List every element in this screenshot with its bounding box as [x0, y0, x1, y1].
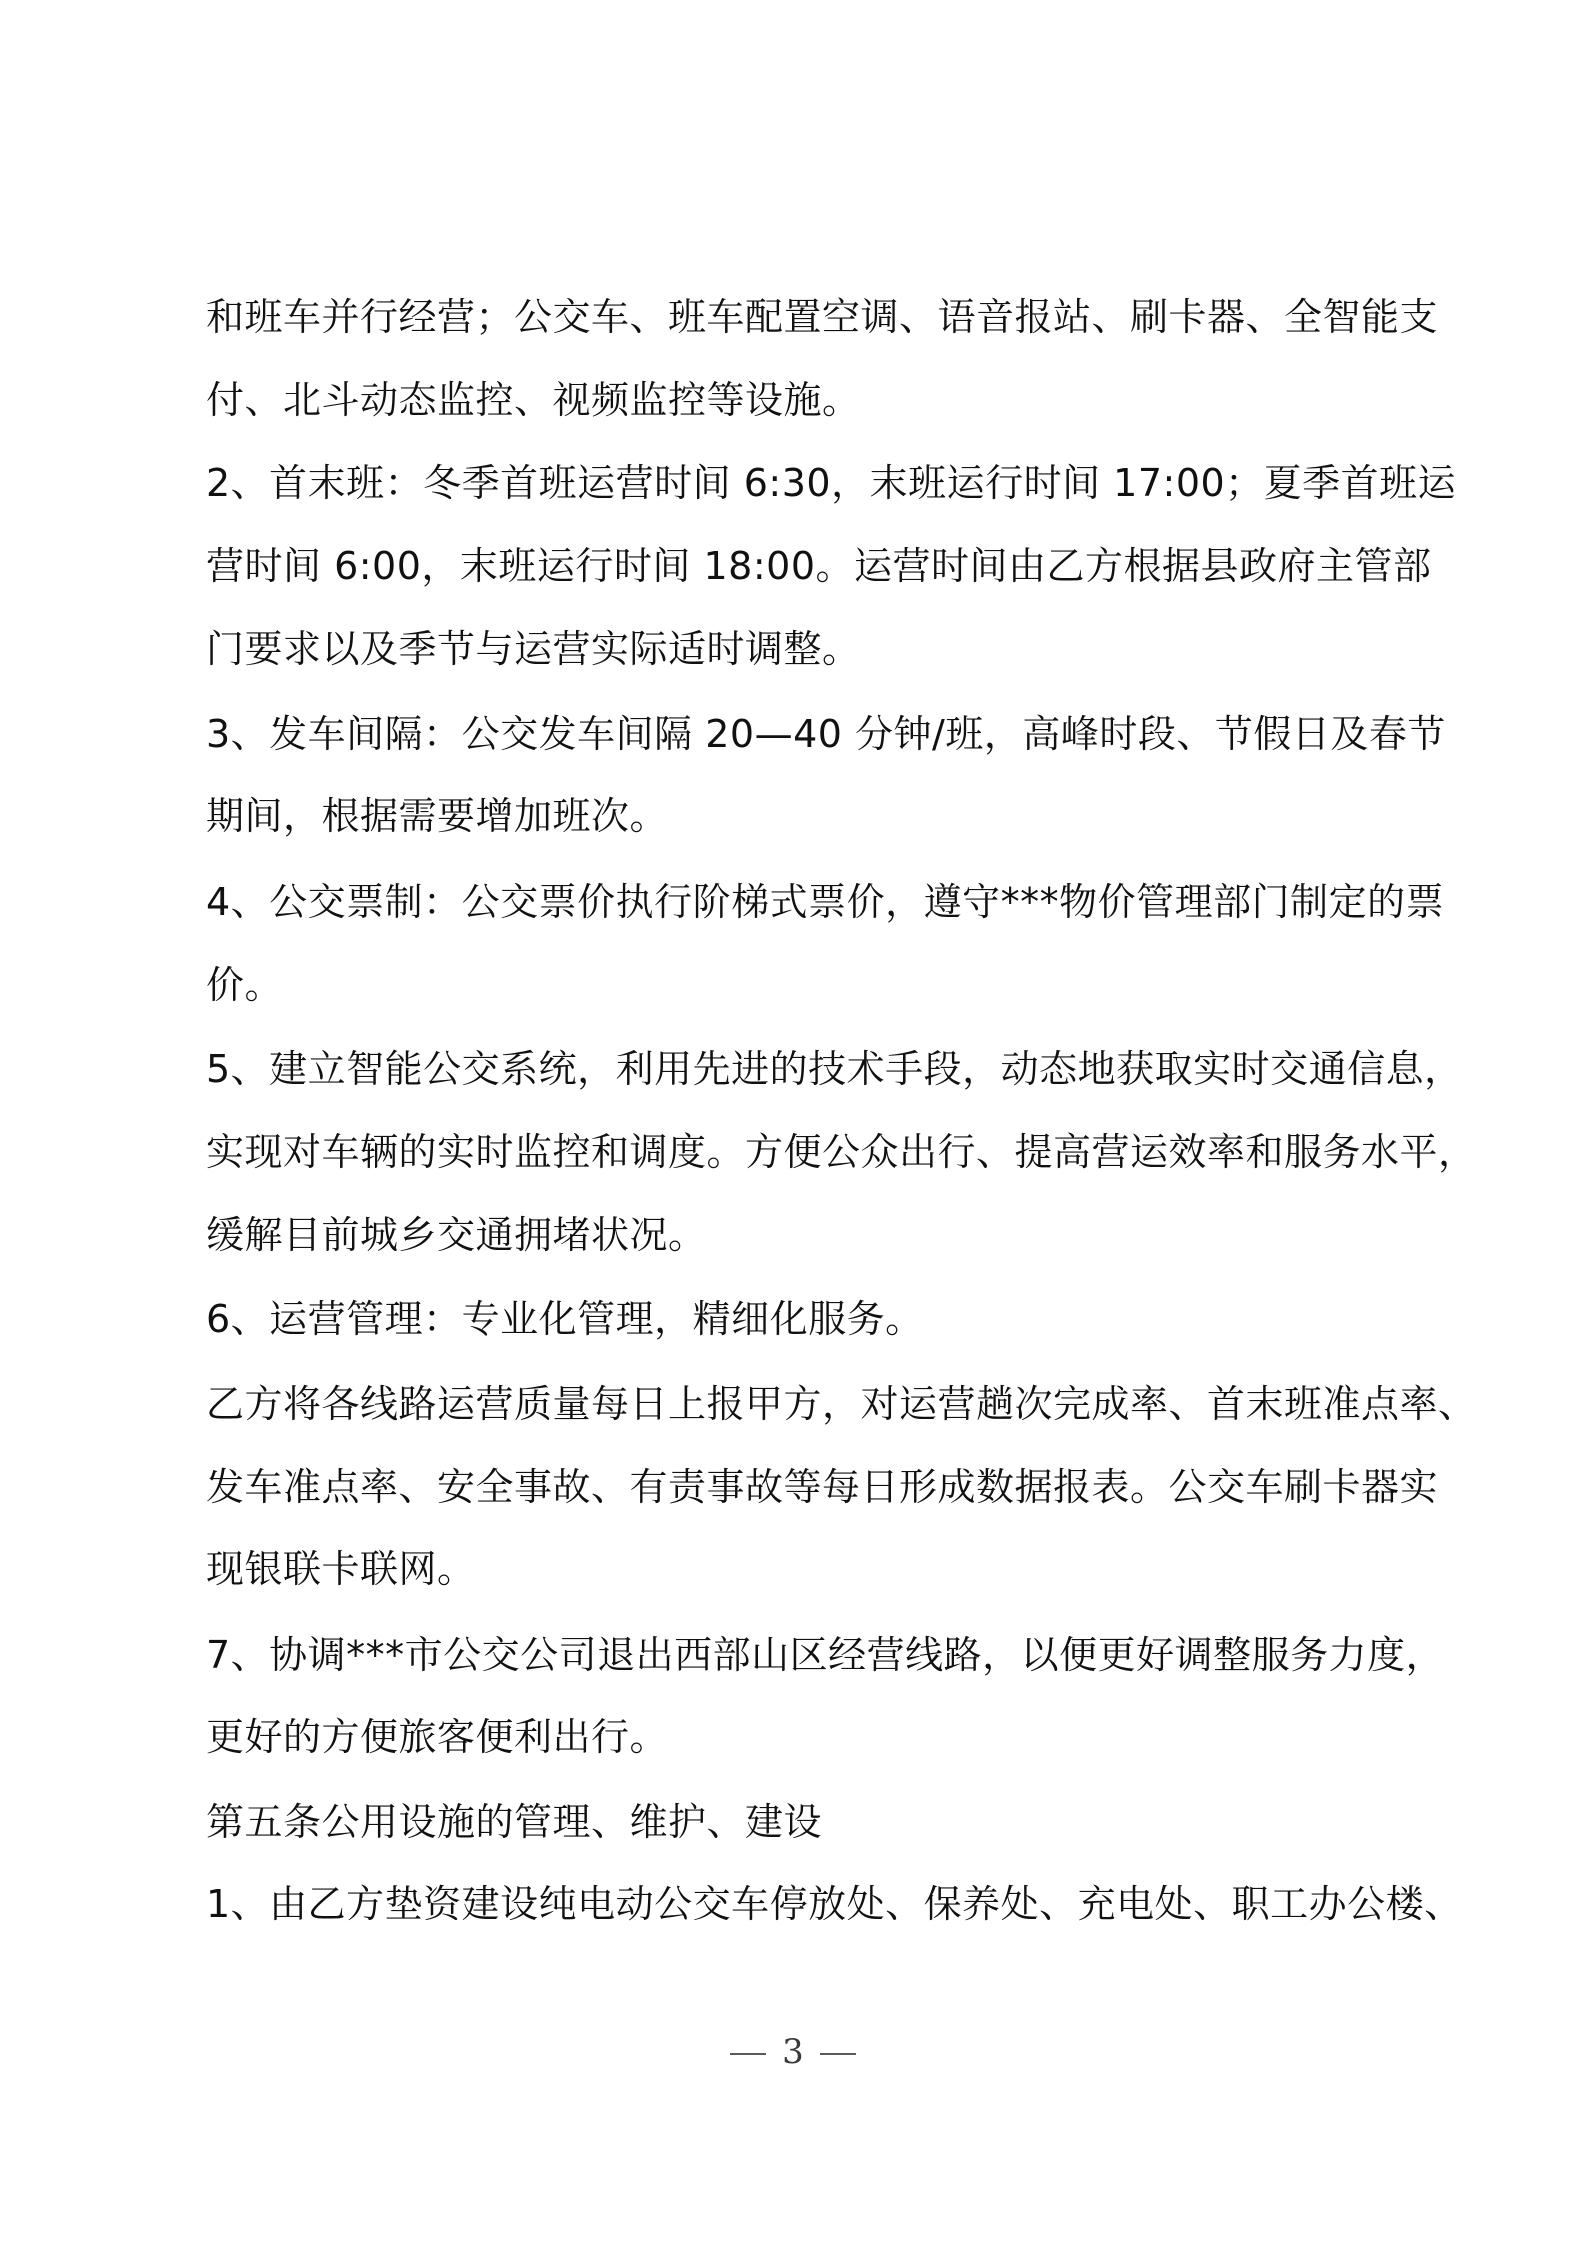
- page-number-left-dash: [730, 2053, 766, 2055]
- page-number: [0, 2032, 1586, 2072]
- page-number-right-dash: [820, 2053, 856, 2055]
- text-line: 乙方将各线路运营质量每日上报甲方，对运营趟次完成率、首末班准点率、: [206, 1382, 1477, 1426]
- text-line: 营时间 6:00，末班运行时间 18:00。运营时间由乙方根据县政府主管部: [206, 544, 1432, 588]
- text-line: 门要求以及季节与运营实际适时调整。: [206, 627, 861, 671]
- text-line: 1、由乙方垫资建设纯电动公交车停放处、保养处、充电处、职工办公楼、: [206, 1882, 1463, 1926]
- text-line: 缓解目前城乡交通拥堵状况。: [206, 1213, 707, 1257]
- text-line: 3、发车间隔：公交发车间隔 20—40 分钟/班，高峰时段、节假日及春节: [206, 712, 1446, 756]
- section-heading: 第五条公用设施的管理、维护、建设: [206, 1800, 823, 1844]
- text-line: 更好的方便旅客便利出行。: [206, 1715, 669, 1759]
- text-line: 6、运营管理：专业化管理，精细化服务。: [206, 1297, 924, 1341]
- text-line: 和班车并行经营；公交车、班车配置空调、语音报站、刷卡器、全智能支: [206, 295, 1439, 339]
- text-line: 期间，根据需要增加班次。: [206, 794, 669, 838]
- text-line: 价。: [206, 963, 284, 1007]
- text-line: 4、公交票制：公交票价执行阶梯式票价，遵守***物价管理部门制定的票: [206, 880, 1445, 924]
- text-line: 2、首末班：冬季首班运营时间 6:30，末班运行时间 17:00；夏季首班运: [206, 461, 1457, 505]
- text-line: 现银联卡联网。: [206, 1547, 476, 1591]
- text-line: 7、协调***市公交公司退出西部山区经营线路，以便更好调整服务力度，: [206, 1633, 1445, 1677]
- text-line: 发车准点率、安全事故、有责事故等每日形成数据报表。公交车刷卡器实: [206, 1465, 1439, 1509]
- text-line: 实现对车辆的实时监控和调度。方便公众出行、提高营运效率和服务水平，: [206, 1130, 1477, 1174]
- text-line: 5、建立智能公交系统，利用先进的技术手段，动态地获取实时交通信息，: [206, 1047, 1463, 1091]
- page-number-value: 3: [782, 2032, 804, 2072]
- text-line: 付、北斗动态监控、视频监控等设施。: [206, 378, 861, 422]
